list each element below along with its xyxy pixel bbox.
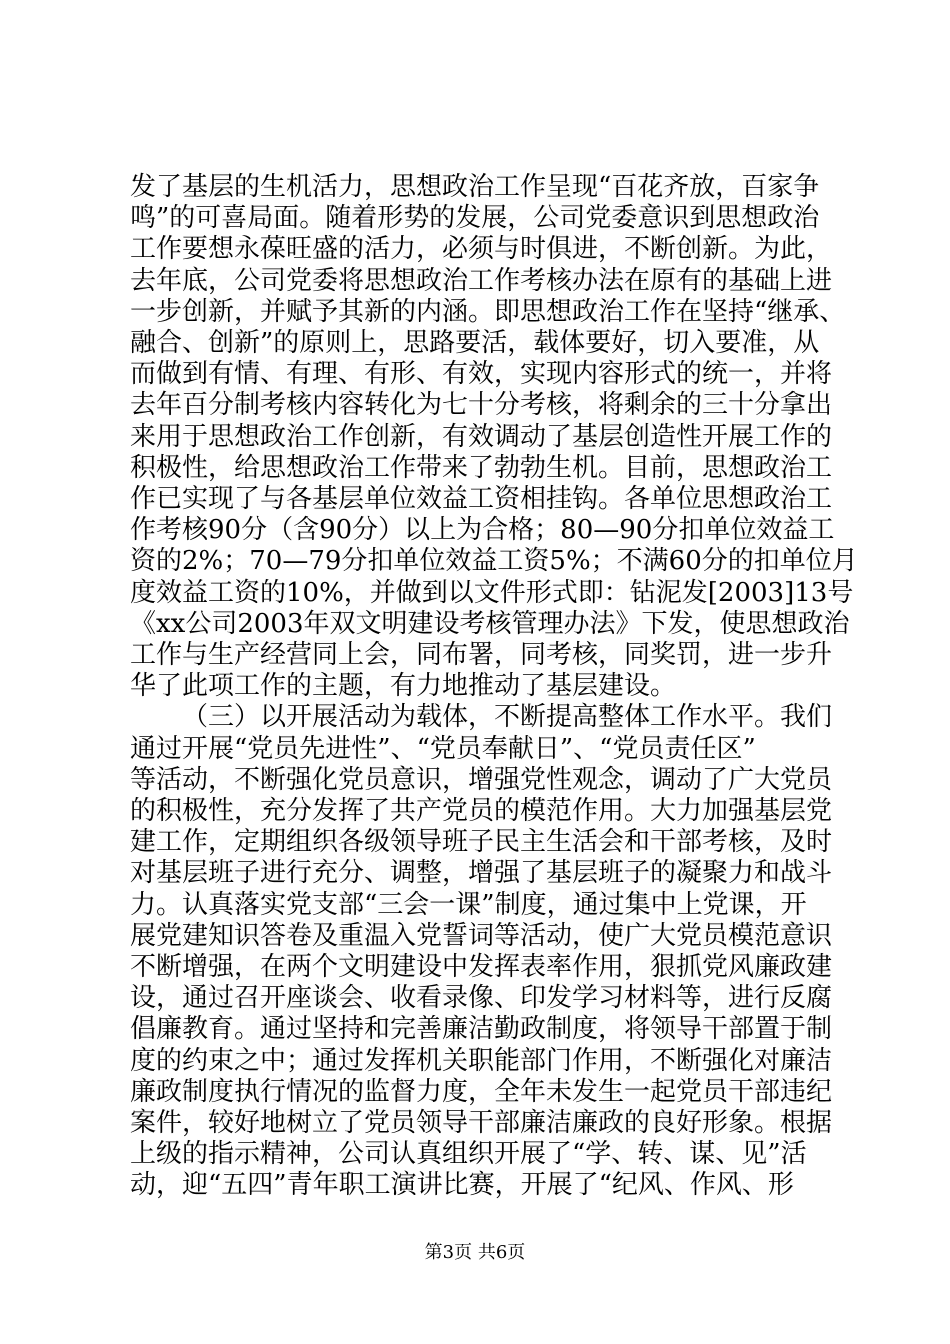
- text-line: 发了基层的生机活力，思想政治工作呈现“百花齐放，百家争: [130, 172, 820, 202]
- text-line: 积极性，给思想政治工作带来了勃勃生机。目前，思想政治工: [130, 453, 833, 483]
- text-line: 建工作，定期组织各级领导班子民主生活会和干部考核，及时: [130, 827, 833, 857]
- text-line: 倡廉教育。通过坚持和完善廉洁勤政制度，将领导干部置于制: [130, 1014, 833, 1044]
- text-line: 度的约束之中；通过发挥机关职能部门作用，不断强化对廉洁: [130, 1046, 833, 1076]
- text-line: 鸣”的可喜局面。随着形势的发展，公司党委意识到思想政治: [130, 203, 820, 233]
- text-line: 一步创新，并赋予其新的内涵。即思想政治工作在坚持“继承、: [130, 297, 846, 327]
- text-line: 设，通过召开座谈会、收看录像、印发学习材料等，进行反腐: [130, 983, 833, 1013]
- text-line: 展党建知识答卷及重温入党誓词等活动，使广大党员模范意识: [130, 921, 833, 951]
- text-line: 作考核90分（含90分）以上为合格；80—90分扣单位效益工: [130, 515, 835, 545]
- text-line: 去年底，公司党委将思想政治工作考核办法在原有的基础上进: [130, 266, 833, 296]
- text-line: 的积极性，充分发挥了共产党员的模范作用。大力加强基层党: [130, 796, 833, 826]
- text-line: 去年百分制考核内容转化为七十分考核，将剩余的三十分拿出: [130, 390, 833, 420]
- text-line: 资的2%；70—79分扣单位效益工资5%；不满60分的扣单位月: [130, 546, 858, 576]
- text-line: 融合、创新”的原则上，思路要活，载体要好，切入要准，从: [130, 328, 820, 358]
- text-line: 《xx公司2003年双文明建设考核管理办法》下发，使思想政治: [130, 609, 850, 639]
- text-line: 通过开展“党员先进性”、“党员奉献日”、“党员责任区”: [130, 734, 756, 764]
- text-line: 案件，较好地树立了党员领导干部廉洁廉政的良好形象。根据: [130, 1108, 833, 1138]
- text-line: 动，迎“五四”青年职工演讲比赛，开展了“纪风、作风、形: [130, 1170, 794, 1200]
- text-line: 度效益工资的10%，并做到以文件形式即：钻泥发[2003]13号: [130, 578, 854, 608]
- text-line: 等活动，不断强化党员意识，增强党性观念，调动了广大党员: [130, 765, 833, 795]
- text-line: 来用于思想政治工作创新，有效调动了基层创造性开展工作的: [130, 422, 833, 452]
- text-line: 作已实现了与各基层单位效益工资相挂钩。各单位思想政治工: [130, 484, 833, 514]
- text-line: 对基层班子进行充分、调整，增强了基层班子的凝聚力和战斗: [130, 858, 833, 888]
- text-line: 廉政制度执行情况的监督力度，全年未发生一起党员干部违纪: [130, 1077, 833, 1107]
- text-line: 不断增强，在两个文明建设中发挥表率作用，狠抓党风廉政建: [130, 952, 833, 982]
- text-line: 力。认真落实党支部“三会一课”制度，通过集中上党课，开: [130, 890, 807, 920]
- text-line: 而做到有情、有理、有形、有效，实现内容形式的统一，并将: [130, 359, 833, 389]
- text-line: 工作要想永葆旺盛的活力，必须与时俱进，不断创新。为此，: [130, 234, 833, 264]
- page-footer: 第3页 共6页: [424, 1242, 526, 1263]
- text-line: 华了此项工作的主题，有力地推动了基层建设。: [130, 671, 677, 701]
- paragraph-start-line: （三）以开展活动为载体，不断提高整体工作水平。我们: [182, 702, 833, 732]
- text-line: 上级的指示精神，公司认真组织开展了“学、转、谋、见”活: [130, 1139, 807, 1169]
- text-line: 工作与生产经营同上会，同布署，同考核，同奖罚，进一步升: [130, 640, 833, 670]
